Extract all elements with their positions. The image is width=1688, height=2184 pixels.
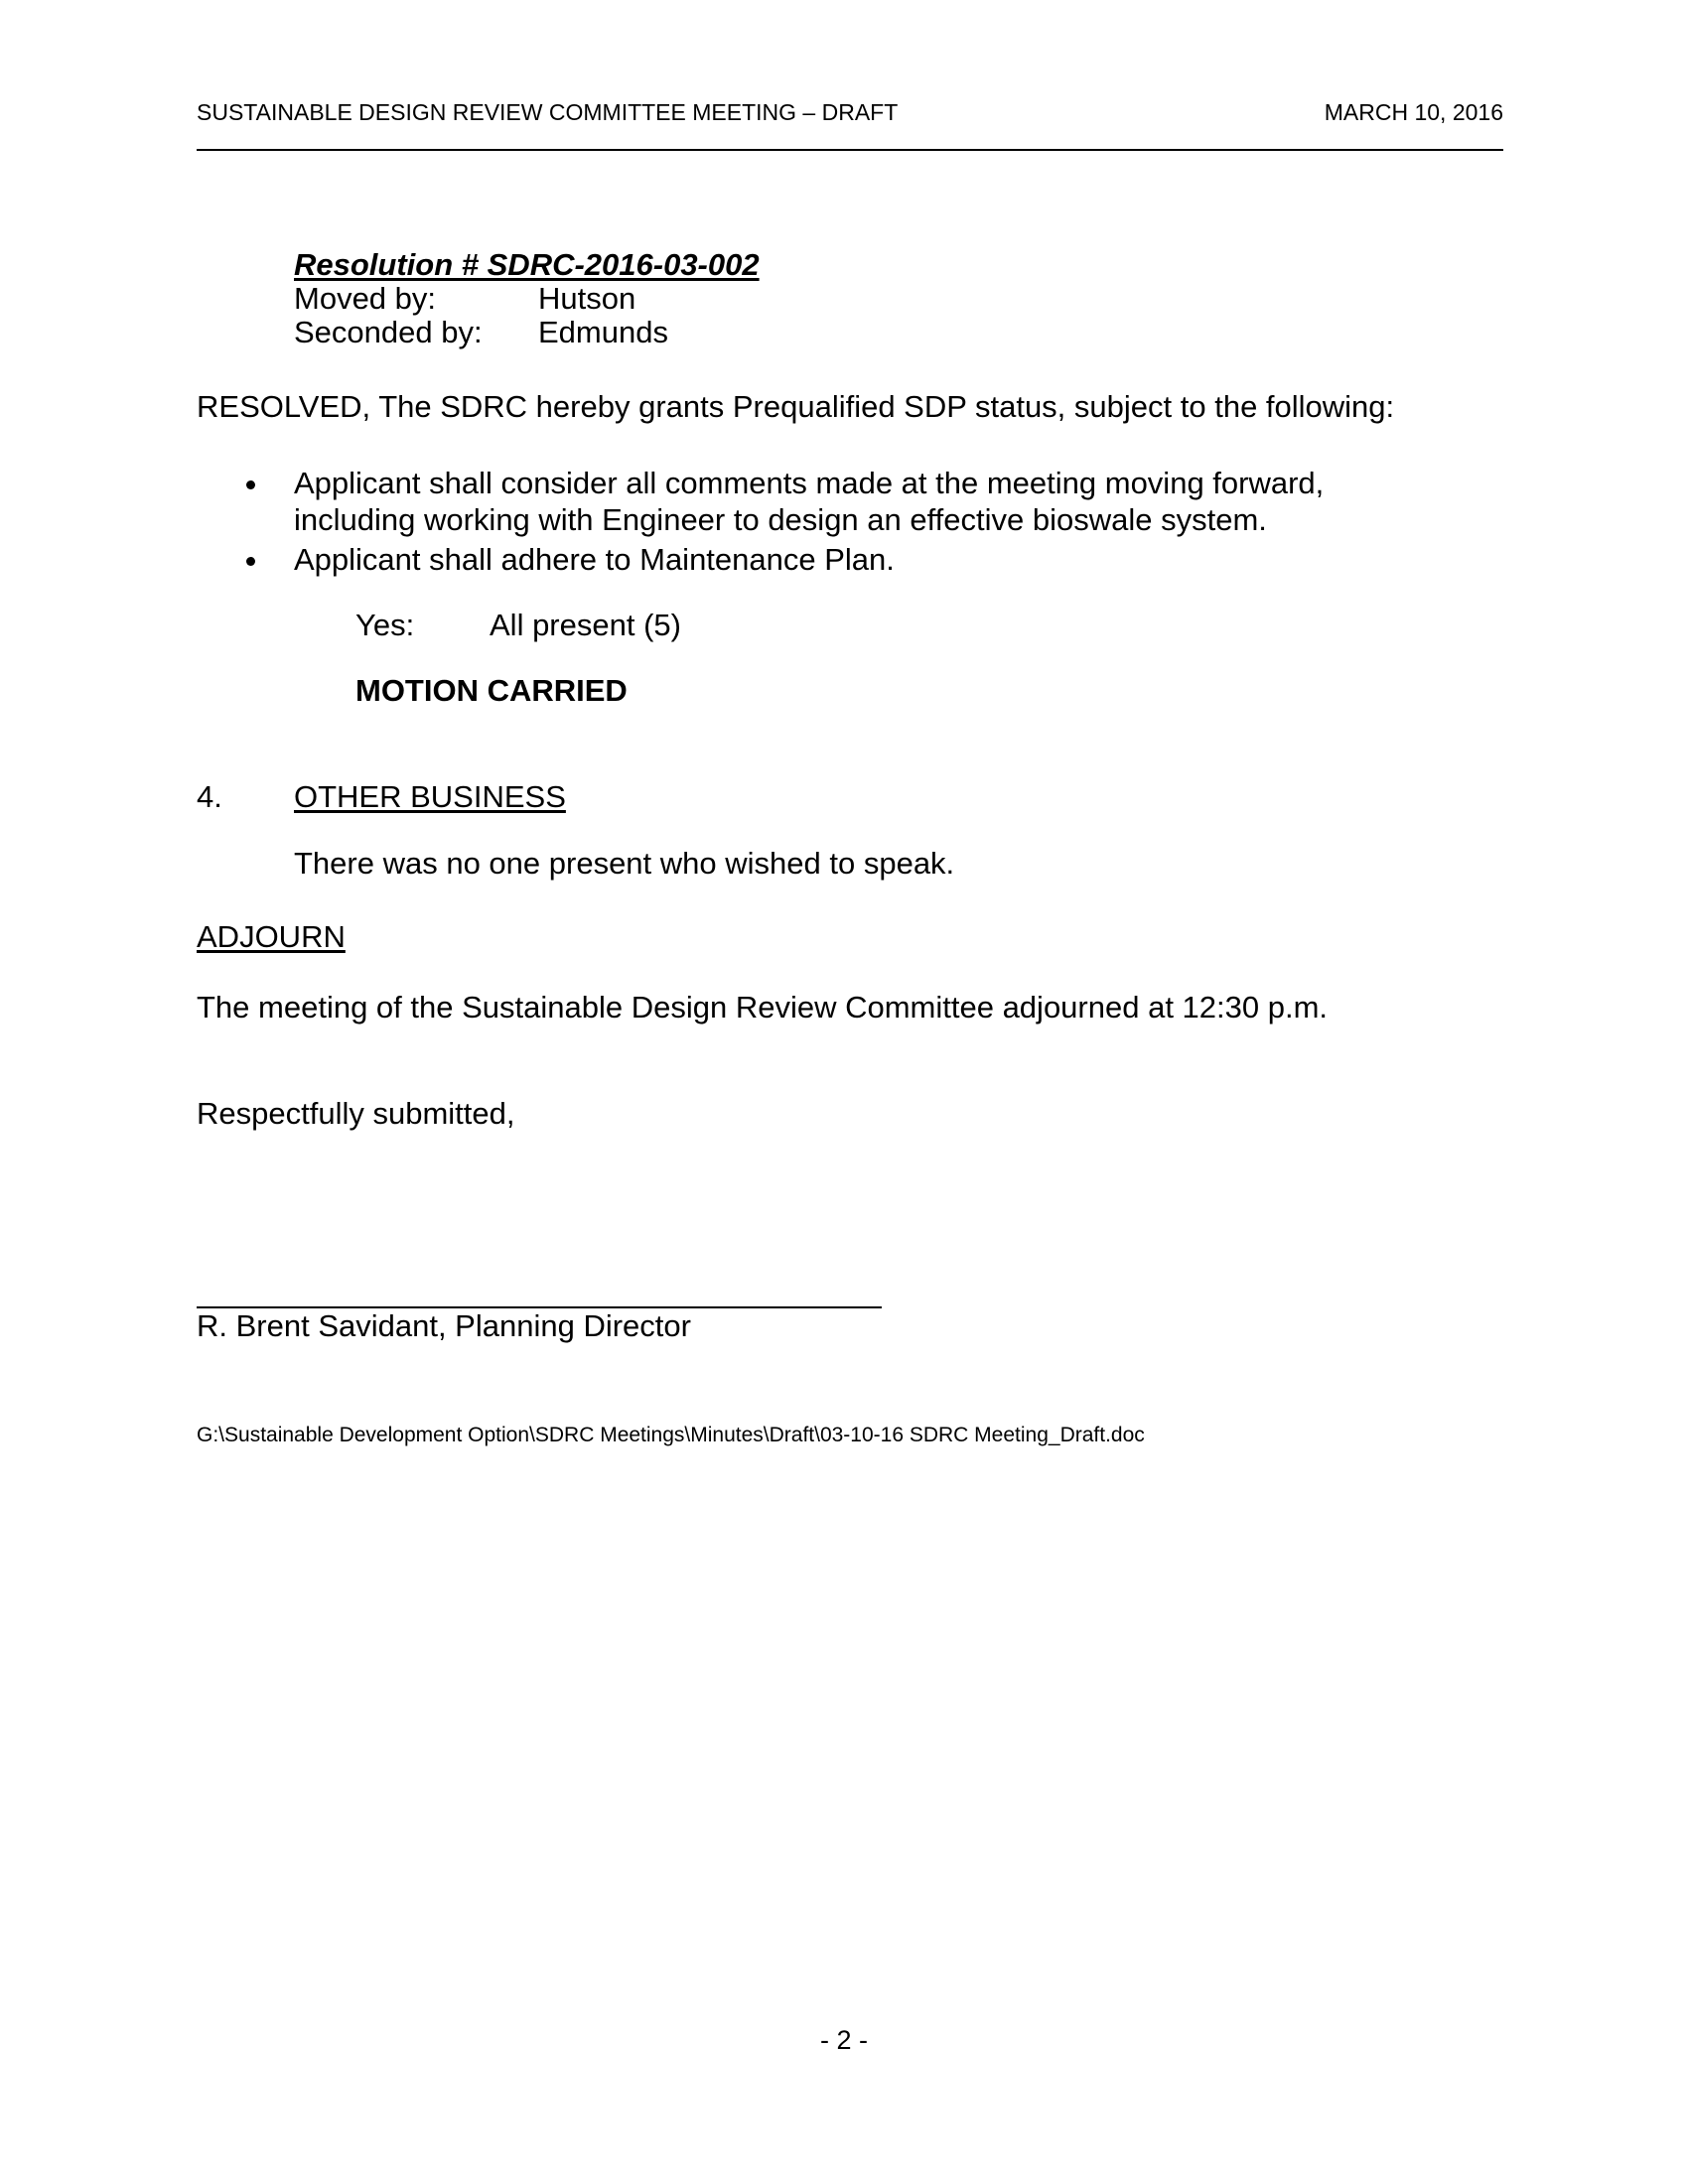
closing-text: Respectfully submitted, <box>197 1096 515 1131</box>
header-rule <box>197 149 1503 151</box>
condition-1-line-1: Applicant shall consider all comments made at the meeting moving forward, <box>294 466 1325 500</box>
condition-1-line-2: including working with Engineer to design an effective bioswale system. <box>294 502 1267 537</box>
header-date: MARCH 10, 2016 <box>1324 99 1503 125</box>
page-number: - 2 - <box>819 2025 868 2055</box>
seconded-by-value: Edmunds <box>538 315 668 349</box>
file-path: G:\Sustainable Development Option\SDRC Meetings\Minutes\Draft\03-10-16 SDRC Meeting_Draft.doc <box>197 1424 1145 1446</box>
bullet-icon <box>246 557 255 566</box>
resolved-statement: RESOLVED, The SDRC hereby grants Prequalified SDP status, subject to the following: <box>197 389 1395 424</box>
section-body: There was no one present who wished to speak. <box>294 846 955 881</box>
moved-by-value: Hutson <box>538 281 636 316</box>
condition-2-line-1: Applicant shall adhere to Maintenance Plan. <box>294 542 895 577</box>
section-title: OTHER BUSINESS <box>294 779 566 814</box>
motion-outcome: MOTION CARRIED <box>355 673 628 708</box>
moved-by-label: Moved by: <box>294 281 437 316</box>
section-number: 4. <box>197 779 222 814</box>
vote-value: All present (5) <box>490 608 681 642</box>
seconded-by-label: Seconded by: <box>294 315 483 349</box>
adjourn-body: The meeting of the Sustainable Design Review Committee adjourned at 12:30 p.m. <box>197 990 1329 1024</box>
bullet-icon <box>246 480 255 489</box>
resolution-title: Resolution # SDRC-2016-03-002 <box>294 247 760 282</box>
adjourn-heading: ADJOURN <box>197 919 346 954</box>
signatory-name: R. Brent Savidant, Planning Director <box>197 1308 691 1343</box>
header-title: SUSTAINABLE DESIGN REVIEW COMMITTEE MEETING – DRAFT <box>197 99 899 125</box>
vote-label: Yes: <box>355 608 415 642</box>
